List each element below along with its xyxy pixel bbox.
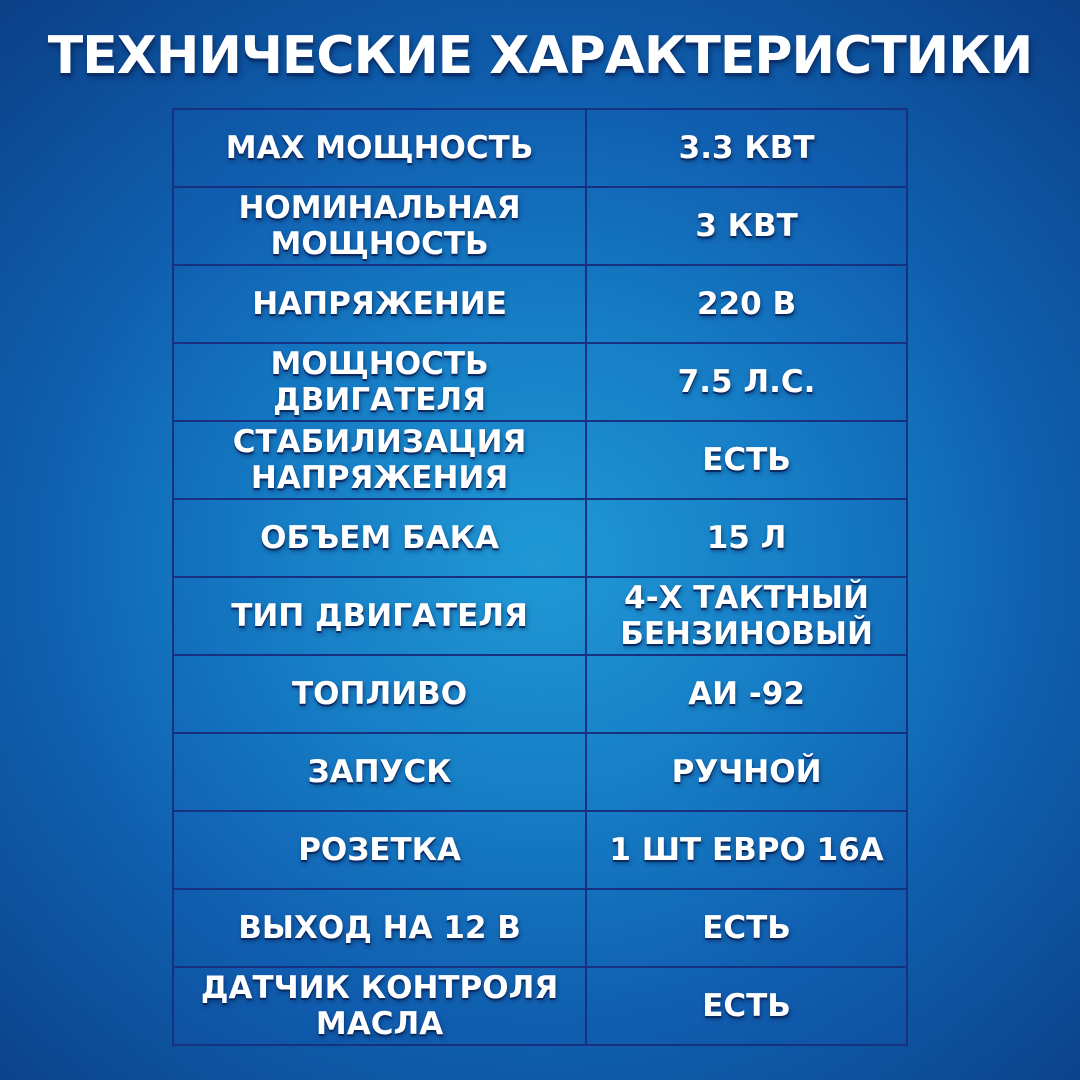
table-row bbox=[173, 733, 907, 811]
spec-value-cell: АИ -92 bbox=[586, 655, 907, 733]
table-row bbox=[173, 811, 907, 889]
table-row bbox=[173, 265, 907, 343]
table-row bbox=[173, 967, 907, 1045]
spec-value-cell: 3 КВТ bbox=[586, 187, 907, 265]
spec-value-cell: ЕСТЬ bbox=[586, 967, 907, 1045]
table-row bbox=[173, 343, 907, 421]
table-row bbox=[173, 109, 907, 187]
spec-value-cell: 15 Л bbox=[586, 499, 907, 577]
spec-param-cell: ВЫХОД НА 12 В bbox=[173, 889, 586, 967]
spec-value-cell: РУЧНОЙ bbox=[586, 733, 907, 811]
spec-param-cell: MAX МОЩНОСТЬ bbox=[173, 109, 586, 187]
table-row bbox=[173, 187, 907, 265]
spec-param-cell: МОЩНОСТЬ ДВИГАТЕЛЯ bbox=[173, 343, 586, 421]
spec-value-cell: 7.5 Л.С. bbox=[586, 343, 907, 421]
spec-param-cell: СТАБИЛИЗАЦИЯ НАПРЯЖЕНИЯ bbox=[173, 421, 586, 499]
spec-value-cell: 1 ШТ ЕВРО 16А bbox=[586, 811, 907, 889]
spec-param-cell: ОБЪЕМ БАКА bbox=[173, 499, 586, 577]
spec-param-cell: ТИП ДВИГАТЕЛЯ bbox=[173, 577, 586, 655]
spec-value-cell: ЕСТЬ bbox=[586, 889, 907, 967]
spec-param-cell: НОМИНАЛЬНАЯ МОЩНОСТЬ bbox=[173, 187, 586, 265]
page-title: ТЕХНИЧЕСКИЕ ХАРАКТЕРИСТИКИ bbox=[47, 26, 1033, 86]
table-row bbox=[173, 577, 907, 655]
spec-value-cell: 4-Х ТАКТНЫЙ БЕНЗИНОВЫЙ bbox=[586, 577, 907, 655]
spec-value-cell: 220 В bbox=[586, 265, 907, 343]
specs-table bbox=[172, 108, 908, 1046]
spec-param-cell: ТОПЛИВО bbox=[173, 655, 586, 733]
spec-param-cell: ЗАПУСК bbox=[173, 733, 586, 811]
spec-param-cell: ДАТЧИК КОНТРОЛЯ МАСЛА bbox=[173, 967, 586, 1045]
spec-param-cell: НАПРЯЖЕНИЕ bbox=[173, 265, 586, 343]
table-row bbox=[173, 655, 907, 733]
spec-value-cell: ЕСТЬ bbox=[586, 421, 907, 499]
table-row bbox=[173, 421, 907, 499]
spec-value-cell: 3.3 КВТ bbox=[586, 109, 907, 187]
table-row bbox=[173, 499, 907, 577]
spec-param-cell: РОЗЕТКА bbox=[173, 811, 586, 889]
table-row bbox=[173, 889, 907, 967]
